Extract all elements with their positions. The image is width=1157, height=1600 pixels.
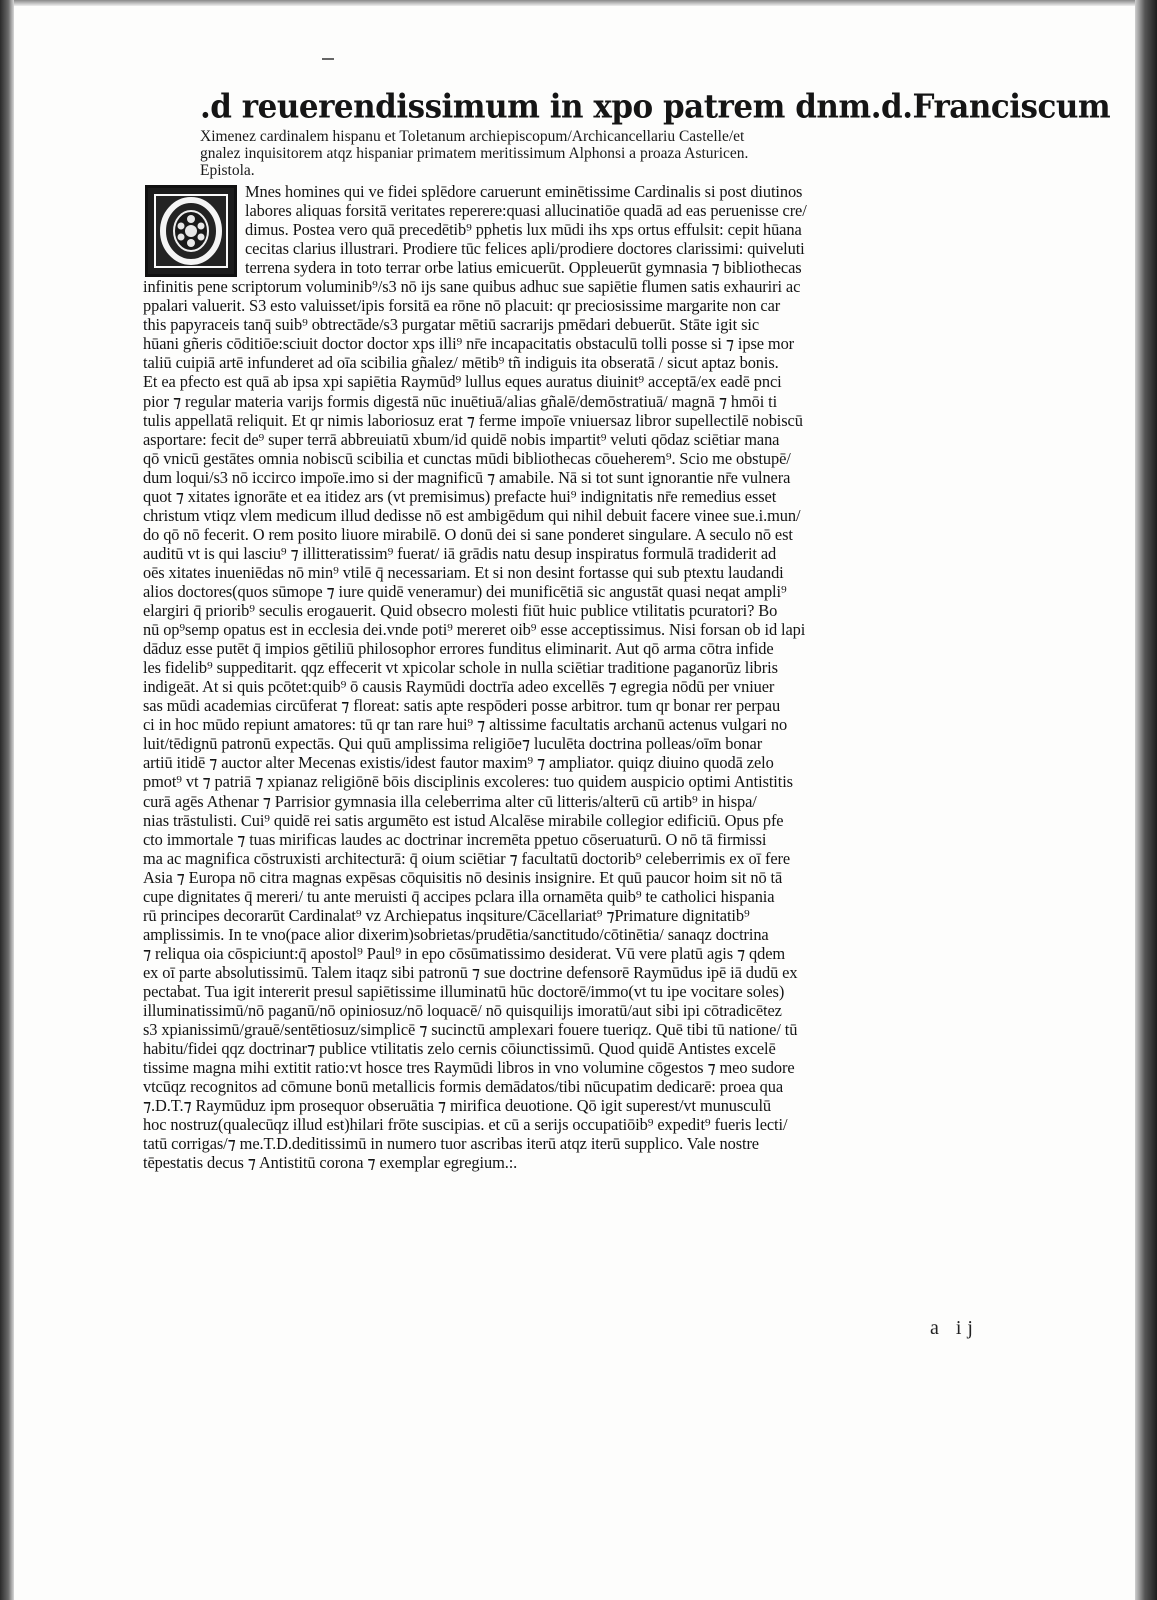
text-line: s3 xpianissimū/grauē/sentētiosuz/simplicē ⁊ sucinctū amplexari fouere tueriqz. Quē tibi tū natione/ tū <box>143 1020 798 1040</box>
header-line: Epistola. <box>200 162 255 179</box>
text-line: cto immortale ⁊ tuas mirificas laudes ac doctrinar incremēta ppetuo cōseruaturū. O nō tā firmissi <box>143 829 767 849</box>
text-line: pectabat. Tua igit intererit presul sapiētissime illuminatū hūc doctorē/immo(vt tu ipe vocitare soles) <box>143 981 785 1001</box>
text-line: cupe dignitates q̄ mereri/ tu ante meruisti q̄ accipes pclara illa ornamēta quib⁹ te catholici hispania <box>143 886 775 906</box>
text-line: hoc nostruz(qualecūqz illud est)hilari frōte suscipias. et cū a serijs occupatiōib⁹ expedit⁹ fueris lecti/ <box>143 1115 788 1135</box>
text-line: auditū vt is qui lasciu⁹ ⁊ illitteratissim⁹ fuerat/ iā grādis natu desup inspiratus formulā tradiderit ad <box>143 543 777 563</box>
epistle-body <box>143 182 1009 1172</box>
text-line: tissime magna mihi extitit ratio:vt hosce tres Raymūdi libros in vno volumine cōgestos ⁊ meo sudore <box>143 1058 795 1078</box>
text-line: this papyraceis tanq̄ suib⁹ obtrectāde/s3 purgatar mētiū sacrarijs pmēdari debuerūt. Stāte igit sic <box>143 315 759 335</box>
dedication-header <box>200 86 1111 179</box>
text-line: habitu/fidei qqz doctrinar⁊ publice vtilitatis zelo cernis cōiunctissimū. Quod quidē Antistes excelē <box>143 1039 776 1059</box>
text-line: dum loqui/s3 nō iccirco impoīe.imo si der magnificū ⁊ amabile. Nā si tot sunt ignorantie nr̄e vulnera <box>143 467 791 487</box>
text-line: Mnes homines qui ve fidei splēdore caruerunt eminētissime Cardinalis si post diutinos <box>245 182 803 201</box>
text-line: ci in hoc mūdo repiunt amatores: tū qr tan rare hui⁹ ⁊ altissime facultatis archanū actenus vulgari no <box>143 715 788 735</box>
text-line: indigeāt. At si quis pcōtet:quib⁹ ō causis Raymūdi doctrīa adeo excellēs ⁊ egregia nōdū per vniuer <box>143 677 775 697</box>
text-line: hūani gñeris cōditiōe:sciuit doctor doctor xps illi⁹ nr̄e incapacitatis obstaculū tolli posse si ⁊ ipse mor <box>143 334 795 354</box>
dedication-title: .d reuerendissimum in xpo patrem dnm.d.Franciscum <box>200 88 1111 126</box>
text-line: dimus. Postea vero quā precedētib⁹ pphetis lux mūdi ihs xps ortus effulsit: cepit hūana <box>245 220 802 240</box>
text-line: amplissimis. In te vno(pace alior dixerim)sobrietas/prudētia/sanctitudo/cōtinētia/ sanaqz doctrina <box>143 924 769 944</box>
page-left-edge-shadow <box>0 0 14 1600</box>
text-line: elargiri q̄ priorib⁹ seculis erogauerit. Quid obsecro molesti fiūt huic publice vtilitatis pcuratori? Bo <box>143 601 778 621</box>
text-line: ma ac magnifica cōstruxisti architecturā: q̄ oium sciētiar ⁊ facultatū doctorib⁹ celeberrimis ex oī fere <box>143 848 791 868</box>
text-line: tatū corrigas/⁊ me.T.D.deditissimū in numero tuor ascribas iterū atqz iterū supplico. Vale nostre <box>143 1134 759 1154</box>
text-line: nias trāstulisti. Cui⁹ quidē rei satis argumēto est istud Alcalēse mirabile collegior edificiū. Opus pfe <box>143 810 784 830</box>
text-line: artiū itidē ⁊ auctor alter Mecenas existis/idest fautor maxim⁹ ⁊ ampliator. quiqz diuino quodā zelo <box>143 753 774 773</box>
text-line: pmot⁹ vt ⁊ patriā ⁊ xpianaz religiōnē bōis disciplinis excoleres: tuo quidem auspicio optimi Antistitis <box>143 772 793 792</box>
text-line: ⁊.D.T.⁊ Raymūduz ipm prosequor obseruātia ⁊ mirifica deuotione. Qō igit superest/vt munusculū <box>143 1096 771 1116</box>
text-line: oēs xitates inueniēdas nō min⁹ vtilē q̄ necessariam. Et si non desint fortasse qui sub ptextu laudandi <box>143 562 784 582</box>
text-line: luit/tēdignū patronū expectās. Qui quū amplissima religiōe⁊ luculēta doctrina polleas/oīm bonar <box>143 734 763 754</box>
text-line: illuminatissimū/nō paganū/nō opiniosuz/nō loquacē/ nō quisquilijs imoratū/aut sibi ipi cōtradicētez <box>143 1001 782 1021</box>
page-right-edge-shadow <box>1135 0 1157 1600</box>
text-line: taliū cuipiā artē infunderet ad oīa scibilia gñalez/ mētib⁹ tñ indiguis ita obseratā / sicut aptaz bonis. <box>143 353 779 373</box>
text-line: ppalari valuerit. S3 esto valuisset/ipis forsitā ea rōne nō placuit: qr preciosissime margarite non car <box>143 296 781 316</box>
text-line: pior ⁊ regular materia varijs formis digestā nūc inuētiuā/alias gñalē/demōstratiuā/ magnā ⁊ hmōi ti <box>143 391 778 411</box>
text-line: curā agēs Athenar ⁊ Parrisior gymnasia illa celeberrima alter cū litteris/alterū cū artib⁹ in hispa/ <box>143 791 757 811</box>
text-line: dāduz esse putēt q̄ impios gētiliū philosophor errores funditus eliminarit. Aut qō arma cōtra infide <box>143 639 774 659</box>
text-line: ex oī parte absolutissimū. Talem itaqz sibi patronū ⁊ sue doctrine defensorē Raymūdus ipē iā dudū ex <box>143 962 798 982</box>
header-line: Ximenez cardinalem hispanu et Toletanum archiepiscopum/Archicancellariu Castelle/et <box>200 128 745 145</box>
text-line: les fidelib⁹ suppeditarit. qqz effecerit vt xpicolar schole in nulla sciētiar traditione paganorūz libris <box>143 658 778 678</box>
page-top-edge <box>14 0 1135 6</box>
text-line: asportare: fecit de⁹ super terrā abbreuiatū xbum/id quidē nobis impartit⁹ veluti qōdaz sciētiar mana <box>143 429 780 449</box>
text-line: Et ea pfecto est quā ab ipsa xpi sapiētia Raymūd⁹ lullus eques auratus diuinit⁹ acceptā/ex eadē pnci <box>143 372 782 392</box>
text-line: tulis appellatā reliquit. Et qr nimis laboriosuz erat ⁊ ferme impoīe vniuersaz libror supellectilē nobiscū <box>143 410 803 430</box>
text-line: Asia ⁊ Europa nō citra magnas expēsas cōquisitis nō desinis insignire. Et quū paucor hoim sit nō tā <box>143 867 783 887</box>
text-line: sas mūdi academias circūferat ⁊ floreat: satis apte respōderi posse arbitror. tum qr bonar rer perpau <box>143 696 781 716</box>
text-line: infinitis pene scriptorum voluminib⁹/s3 nō ijs sane quibus adhuc sue sapiētie flumen satis exhauriri ac <box>143 277 801 297</box>
text-line: do qō nō fecerit. O rem posito liuore mirabilē. O donū dei si sane ponderet singulare. A seculo nō est <box>143 524 793 544</box>
text-line: tēpestatis decus ⁊ Antistitū corona ⁊ exemplar egregium.:. <box>143 1153 518 1173</box>
header-line: gnalez inquisitorem atqz hispaniar primatem meritissimum Alphonsi a proaza Asturicen. <box>200 145 749 162</box>
text-line: alios doctores(quos sūmope ⁊ iure quidē veneramur) dei munificētiā sic angustāt quasi neqat ampli⁹ <box>143 581 787 601</box>
text-line: nū op⁹semp opatus est in ecclesia dei.vnde poti⁹ mereret oib⁹ esse acceptissimus. Nisi forsan ob id lapi <box>143 620 806 640</box>
text-line: quot ⁊ xitates ignorāte et ea itidez ars (vt premisimus) prefacte hui⁹ indignitatis nr̄e remedius esset <box>143 486 777 506</box>
text-line: qō vnicū gestātes omnia nobiscū scibilia et cunctas mūdi bibliothecas cōueherem⁹. Scio me obstupē/ <box>143 448 791 468</box>
text-line: labores aliquas forsitā veritates reperere:quasi allucinatiōe quadā ad eas peruenisse cre/ <box>245 201 807 221</box>
text-line: cecitas clarius illustrari. Prodiere tūc felices apli/prodiere doctores clarissimi: quiveluti <box>245 239 805 259</box>
text-line: rū principes decorarūt Cardinalat⁹ vz Archiepatus inqsiture/Cācellariat⁹ ⁊Primature dignitatib⁹ <box>143 905 750 925</box>
text-line: ⁊ reliqua oia cōspiciunt:q̄ apostol⁹ Paul⁹ in epo cōsūmatissimo desiderat. Vū vere platū agis ⁊ qdem <box>143 943 786 963</box>
text-line: terrena sydera in toto terrar orbe latius emicuerūt. Oppleuerūt gymnasia ⁊ bibliothecas <box>245 258 802 278</box>
text-line: christum vtiqz vlem medicum illud dedisse nō est ambigēdum qui nihil debuit facere vinee sue.i.mun/ <box>143 505 801 525</box>
signature-mark: a ij <box>930 1317 979 1339</box>
text-line: vtcūqz recognitos ad cōmune bonū metallicis formis demādatos/tibi nūcupatim dedicarē: proea qua <box>143 1077 784 1097</box>
printer-mark <box>322 58 334 60</box>
